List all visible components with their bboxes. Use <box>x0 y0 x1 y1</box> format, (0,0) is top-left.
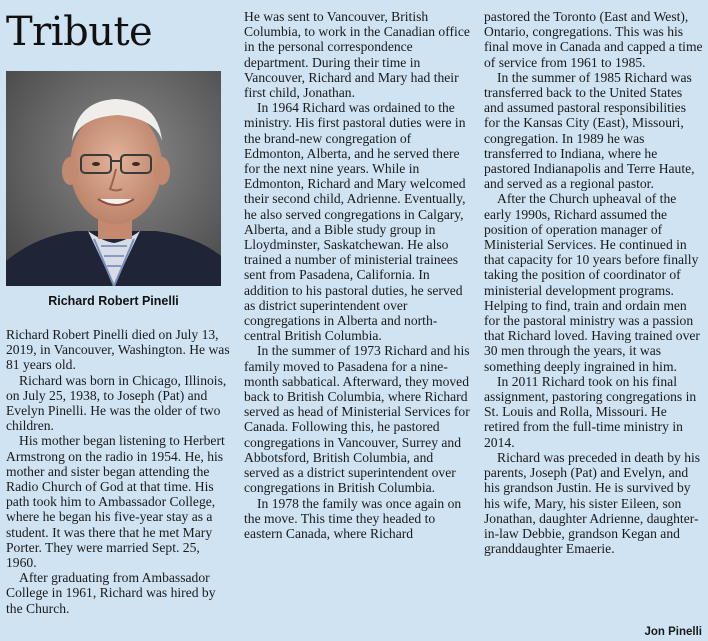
paragraph: In 1964 Richard was ordained to the ministry. His first pastoral duties were in the brand-new congregation of Edmonton, Alberta, and he served there for the next nine years. While in Edmonton, Richard and Mary welcomed their second child, Adrienne. Eventually, he also served congregations in Calgary, Alberta, and a Bible study group in Lloydminster, Saskatchewan. He also trained a number of ministerial trainees sent from Pasadena, California. In addition to his pastoral duties, he served as district superintendent over congregations in Alberta and north-central British Columbia. <box>244 100 466 344</box>
paragraph: After the Church upheaval of the early 1990s, Richard assumed the position of operation manager of Ministerial Services. He continued in that capacity for 10 years before finally taking the position of coordinator of ministerial development programs. Helping to find, train and ordain men for the pastoral ministry was a passion that Richard loved. Having trained over 30 men through the years, it was something deeply ingrained in him. <box>484 191 700 374</box>
author-byline: Jon Pinelli <box>644 626 702 638</box>
paragraph: His mother began listening to Herbert Armstrong on the radio in 1954. He, his mother and sister began attending the Radio Church of God at that time. His path took him to Ambassador College, where he began his five-year stay as a student. It was there that he met Mary Porter. They were married Sept. 25, 1960. <box>6 433 225 571</box>
paragraph: He was sent to Vancouver, British Columbia, to work in the Canadian office in the personal correspondence department. During their time in Vancouver, Richard and Mary had their first child, Jonathan. <box>244 9 470 101</box>
page-title: Tribute <box>6 9 153 55</box>
paragraph: In 1978 the family was once again on the move. This time they headed to eastern Canada, where Richard <box>244 495 462 541</box>
paragraph: pastored the Toronto (East and West), Ontario, congregations. This was his final move in Canada and capped a time of service from 1961 to 1985. <box>484 9 703 70</box>
paragraph: In the summer of 1973 Richard and his family moved to Pasadena for a nine-month sabbatical. Afterward, they moved back to British Columbia, where Richard served as head of Ministerial Services for Canada. Following this, he pastored congregations in Vancouver, Surrey and Abbotsford, British Columbia, and served as a district superintendent over congregations in British Columbia. <box>244 343 470 496</box>
column-2 <box>244 0 472 541</box>
paragraph: After graduating from Ambassador College in 1961, Richard was hired by the Church. <box>6 570 216 616</box>
photo-caption: Richard Robert Pinelli <box>48 294 179 308</box>
column-3 <box>484 0 704 556</box>
article-text-col2 <box>244 9 472 541</box>
paragraph: Richard was preceded in death by his parents, Joseph (Pat) and Evelyn, and his grandson Justin. He is survived by his wife, Mary, his sister Eileen, son Jonathan, daughter Adrienne, daughter-in-law Debbie, grandson Kegan and granddaughter Emaerie. <box>484 449 701 557</box>
paragraph: In the summer of 1985 Richard was transferred back to the United States and assumed pastoral responsibilities for the Kansas City (East), Missouri, congregation. In 1989 he was transferred to Indiana, where he pastored Indianapolis and Terre Haute, and served as a regional pastor. <box>484 69 695 192</box>
article-text-col1 <box>6 327 231 616</box>
article-text-col3 <box>484 9 704 556</box>
portrait-illustration <box>6 71 221 286</box>
column-1 <box>6 0 231 616</box>
paragraph: Richard was born in Chicago, Illinois, on July 25, 1938, to Joseph (Pat) and Evelyn Pinelli. He was the older of two children. <box>6 372 227 434</box>
paragraph: Richard Robert Pinelli died on July 13, 2019, in Vancouver, Washington. He was 81 years old. <box>6 327 230 373</box>
portrait-photo <box>6 71 221 286</box>
paragraph: In 2011 Richard took on his final assignment, pastoring congregations in St. Louis and Rolla, Missouri. He retired from the full-time ministry in 2014. <box>484 373 697 450</box>
